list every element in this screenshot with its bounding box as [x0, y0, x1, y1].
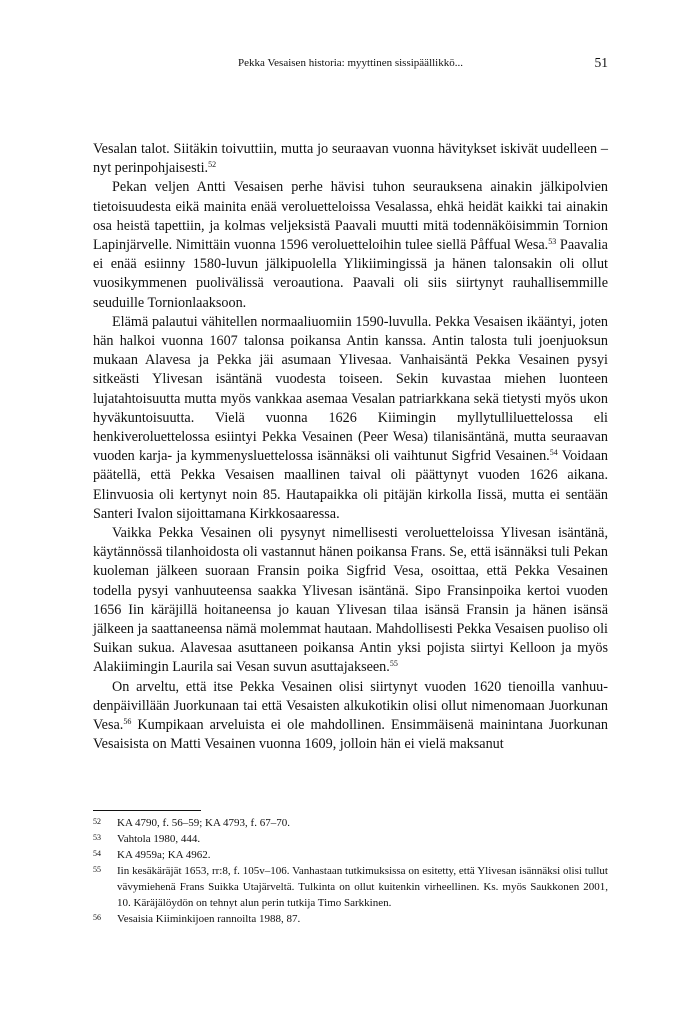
- footnote-text: Vesaisia Kiiminkijoen rannoilta 1988, 87.: [117, 913, 301, 925]
- footnote: [93, 847, 608, 863]
- paragraph: [93, 678, 608, 755]
- paragraph-text: Kumpikaan arveluista ei ole mahdollinen. Ensimmäisenä mainintana Juorkunan Vesaisista on Matti Vesainen vuonna 1609, jolloin hän ei vielä maksanut: [93, 717, 608, 753]
- body-text: [93, 140, 608, 755]
- footnote-number: 53: [93, 833, 101, 842]
- footnote-ref[interactable]: 53: [548, 237, 557, 247]
- page-number: 51: [594, 55, 608, 70]
- footnote-text: Iin kesäkäräjät 1653, rr:8, f. 105v–106. Vanhastaan tutkimuksissa on esitetty, että Ylivesan isännäksi olisi tullut vävymiehenä Frans Suikka Utajärveltä. Tulkinta on ollut kuitenkin virheellinen. Ks. myös Saukkonen 2001, 10. Käräjälöydön on tehnyt alun perin tutkija Timo Sarkkinen.: [117, 865, 608, 909]
- footnote-number: 54: [93, 849, 101, 858]
- paragraph-text: Vaikka Pekka Vesainen oli pysynyt nimellisesti veroluetteloissa Ylivesan isäntänä, käytännössä tilanhoidosta oli vastannut hänen poikansa Frans. Se, että isännäksi tuli Pekan kuoleman jälkeen suoraan Fransin poika Sigfrid Vesa, osoittaa, että Pekka Vesainen todella pysyi vanhuuteensa saakka Ylivesan isäntänä. Sipo Fransinpoika kertoi vuoden 1656 Iin käräjillä hoitaneensa jo kauan Ylivesan tilaa isänsä Fransin ja hänen isänsä jälkeen ja saattaneensa nämä molemmat hautaan. Mahdollisesti Pekka Vesaisen puoliso oli Suikan sukua. Alavesaa asuttaneen poikansa Antin yksi pojista siirtyi Kelloon ja myös Alakiimingin Laurila sai Vesan suvun asuttajakseen.: [93, 525, 608, 676]
- paragraph-text: Pekan veljen Antti Vesaisen perhe hävisi tuhon seurauksena ainakin jälkipolvien tietoisuudesta eikä mainita enää veroluetteloissa Vesalassa, ehkä heidät kaikki tai ainakin osa heistä tapettiin, ja kolmas veljeksistä Paavali muutti mitä todennäköisimmin Tornion Lapinjärvelle. Nimittäin vuonna 1596 veroluetteloihin tulee siellä Påffual Wesa.: [93, 179, 608, 254]
- paragraph: [93, 313, 608, 524]
- paragraph-text: Paavalia ei enää esiinny 1580-luvun jälkipuolella Ylikiimingissä ja hänen talonsakin oli ollut vuosikymmenen puolivälissä veroautiona. Paavali oli siis siirtynyt rauhallisemmille seuduille Tornionlaaksoon.: [93, 237, 608, 311]
- footnote-number: 52: [93, 817, 101, 826]
- paragraph-text: Voidaan päätellä, että Pekka Vesaisen maallinen taival oli päättynyt vuoden 1626 aikana. Elinvuosia oli kertynyt noin 85. Hautapaikka oli pitäjän kirkolla Iissä, mutta ei sentään Santeri Ivalon sijoittamana Kirkkosaaressa.: [93, 448, 608, 522]
- paragraph: [93, 178, 608, 312]
- paragraph-text: On arveltu, että itse Pekka Vesainen olisi siirtynyt vuoden 1620 tienoilla vanhuudenpäivillään Juorkunaan tai että Vesaisten alkukotikin olisi ollut nimenomaan Juorkunan Vesa.: [93, 678, 608, 734]
- footnote-ref[interactable]: 56: [123, 717, 132, 727]
- running-head: Pekka Vesaisen historia: myyttinen sissipäällikkö...: [238, 57, 463, 69]
- footnote: [93, 911, 608, 927]
- paragraph: [93, 140, 608, 178]
- footnote-ref[interactable]: 55: [389, 659, 398, 669]
- footnote-text: KA 4790, f. 56–59; KA 4793, f. 67–70.: [117, 817, 290, 829]
- footnote-rule: [93, 810, 201, 811]
- paragraph-text: Elämä palautui vähitellen normaaliuomiin 1590-luvulla. Pekka Vesaisen ikääntyi, joten hän halkoi vuonna 1607 talonsa poikansa Antin kanssa. Antin talosta tuli joenjuoksun mukaan Alavesa ja Pekka jäi asumaan Ylivesaa. Vanhaisäntä Pekka Vesainen pysyi sitkeästi Ylivesan isäntänä vuodesta toiseen. Sekin kuvastaa miehen luonteen lujatahtoisuutta mutta myös vankkaa asemaa Vesalan patriarkkana sekä tietysti myös ukon hyväkuntoisuutta. Vielä vuonna 1626 Kiimingin myllytulliluettelossa eli henkiveroluettelossa esiintyi Pekka Vesainen (Peer Wesa) tilanisäntänä, mutta seuraavan vuoden karja- ja kymmenysluettelossa isännäksi oli vaihtunut Sigfrid Vesainen.: [93, 313, 608, 465]
- paragraph: [93, 524, 608, 678]
- page-header: [93, 55, 608, 73]
- footnote-number: 56: [93, 913, 101, 922]
- footnote-ref[interactable]: 52: [208, 160, 217, 170]
- footnote: [93, 863, 608, 911]
- footnote-text: KA 4959a; KA 4962.: [117, 849, 211, 861]
- footnote: [93, 815, 608, 831]
- footnote: [93, 831, 608, 847]
- paragraph-text: Vesalan talot. Siitäkin toivuttiin, mutta jo seuraavan vuonna hävitykset iskivät uudelleen – nyt perinpohjaisesti.: [93, 141, 608, 177]
- footnote-ref[interactable]: 54: [549, 448, 558, 458]
- footnotes: [93, 815, 608, 927]
- footnote-text: Vahtola 1980, 444.: [117, 833, 201, 845]
- footnote-number: 55: [93, 865, 101, 874]
